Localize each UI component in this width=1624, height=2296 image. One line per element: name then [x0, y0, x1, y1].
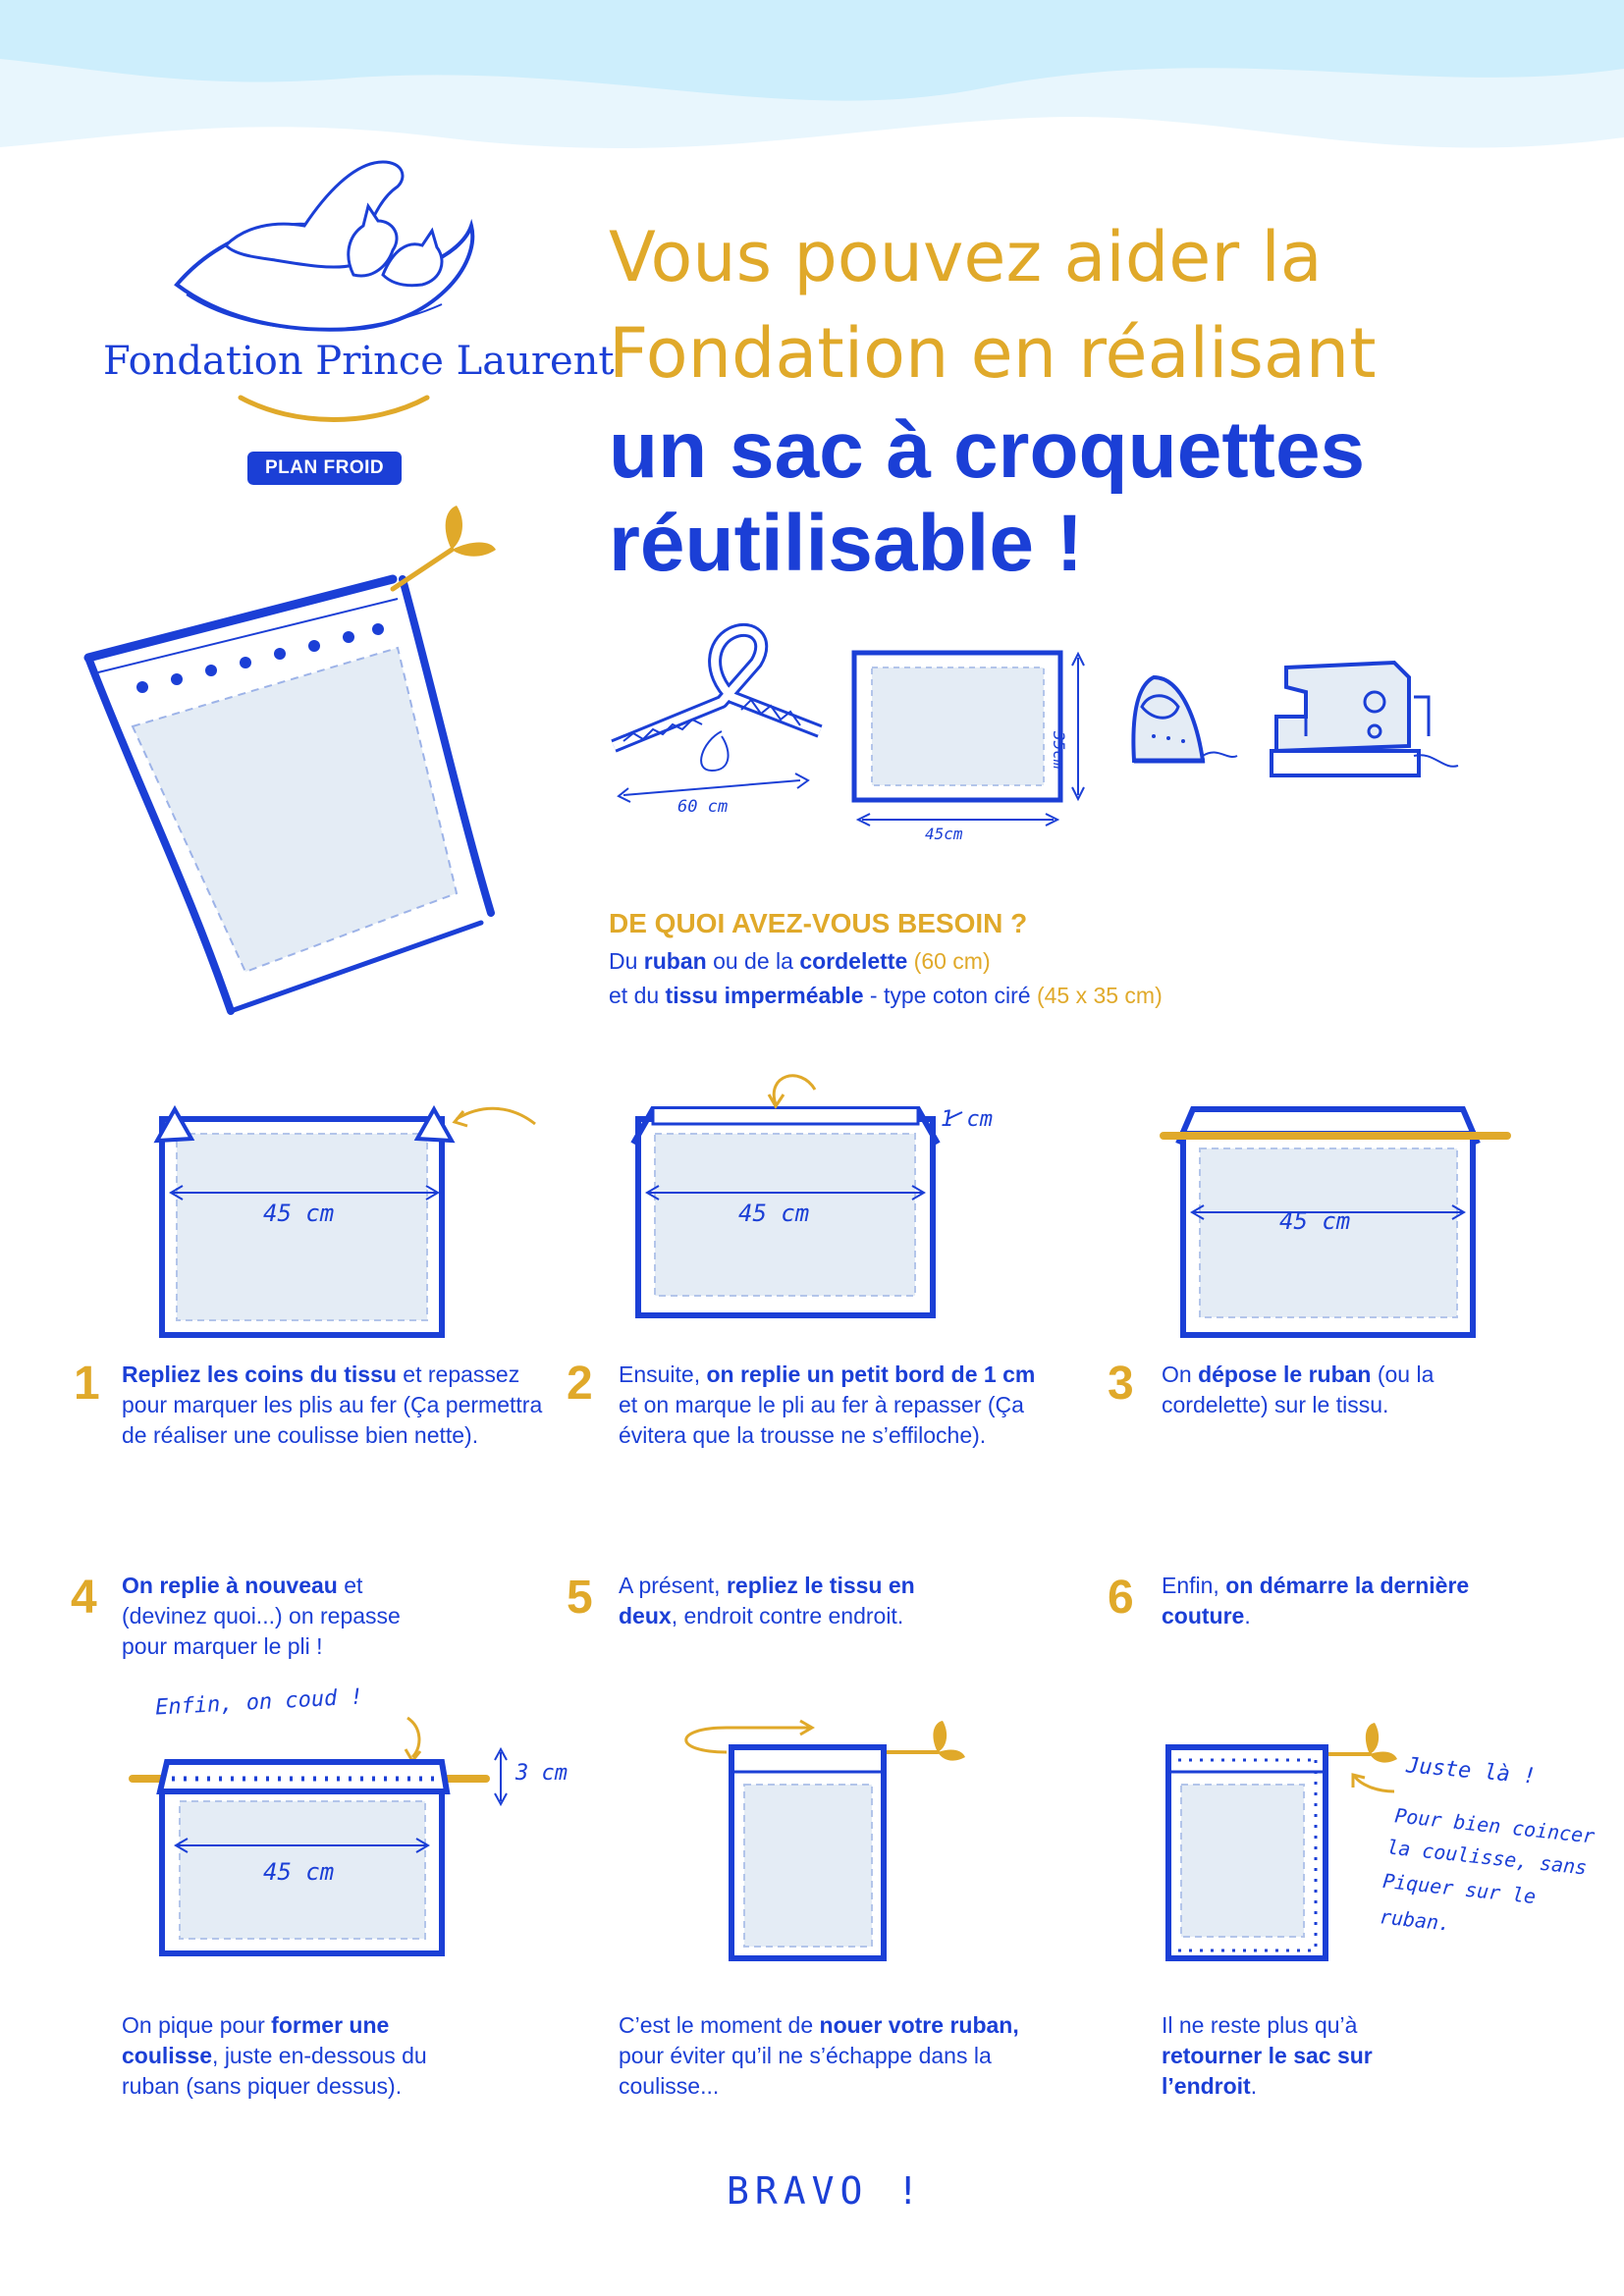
needs-ribbon-length: (60 cm) — [907, 948, 991, 974]
step-6-lead: Enfin, — [1162, 1573, 1226, 1598]
needs-text: - type coton ciré — [863, 983, 1037, 1008]
caption-step-4 — [122, 2010, 475, 2102]
step-2-fold-label: 1 cm — [941, 1107, 993, 1132]
needs-title: DE QUOI AVEZ-VOUS BESOIN ? — [609, 908, 1028, 938]
logo-name: Fondation Prince Laurent — [103, 339, 615, 384]
bravo-footer: BRAVO ! — [727, 2169, 926, 2213]
needs-fabric-size: (45 x 35 cm) — [1036, 983, 1163, 1008]
step-3-body: (ou la cordelette) sur le tissu. — [1162, 1362, 1435, 1417]
caption-4-lead: On pique pour — [122, 2012, 272, 2038]
step-1-bold: Repliez les coins du tissu — [122, 1362, 397, 1387]
headline-line-4: réutilisable ! — [609, 499, 1084, 588]
step-5-number: 5 — [567, 1572, 593, 1624]
step-5-body: , endroit contre endroit. — [671, 1603, 904, 1629]
caption-step-6 — [1162, 2010, 1417, 2102]
caption-6-bold: retourner le sac sur l’endroit — [1162, 2043, 1373, 2099]
step-2-text — [619, 1360, 1041, 1451]
finished-bag-illustration — [79, 491, 550, 1041]
caption-5-bold: nouer votre ruban, — [819, 2012, 1019, 2038]
caption-6-lead: Il ne reste plus qu’à — [1162, 2012, 1358, 2038]
step-1-text — [122, 1360, 544, 1451]
step-5-bold: repliez le tissu en deux — [619, 1573, 915, 1629]
step-6-bold: on démarre la dernière couture — [1162, 1573, 1470, 1629]
step-1-diagram — [157, 1090, 569, 1345]
iron-icon — [1124, 667, 1242, 785]
step-2-number: 2 — [567, 1358, 593, 1410]
step-4-fold-label: 3 cm — [515, 1761, 568, 1786]
step-6-text — [1162, 1571, 1476, 1631]
step-5-lead: A présent, — [619, 1573, 727, 1598]
step-5-text — [619, 1571, 943, 1631]
juste-la-label: Juste là ! — [1405, 1753, 1538, 1789]
logo-gold-arc — [236, 388, 432, 427]
step-3-lead: On — [1162, 1362, 1199, 1387]
step-2-width-label: 45 cm — [738, 1200, 810, 1227]
step-3-text — [1162, 1360, 1495, 1420]
needs-text: ou de la — [706, 948, 800, 974]
step-2-diagram — [633, 1065, 1046, 1320]
step-4-width-label: 45 cm — [263, 1858, 335, 1886]
step-2-body: et on marque le pli au fer à repasser (Ça évitera que la trousse ne s’effiloche). — [619, 1392, 1024, 1448]
sew-note: Enfin, on coud ! — [154, 1684, 364, 1721]
needs-line-1 — [609, 944, 991, 979]
step-2-lead: Ensuite, — [619, 1362, 707, 1387]
ribbon-length-label: 60 cm — [677, 797, 729, 817]
note-line-4: ruban. — [1378, 1904, 1452, 1936]
caption-5-body: pour éviter qu’il ne s’échappe dans la coulisse... — [619, 2043, 992, 2099]
step-4-body: et (devinez quoi...) on repasse pour marquer le pli ! — [122, 1573, 401, 1659]
sewing-machine-icon — [1267, 658, 1463, 785]
note-line-3: Piquer sur le — [1381, 1868, 1538, 1909]
caption-4-bold: former une coulisse — [122, 2012, 390, 2068]
ribbon-icon — [604, 623, 830, 771]
note-line-2: la coulisse, sans — [1385, 1835, 1589, 1880]
step-3-number: 3 — [1108, 1358, 1134, 1410]
step-3-diagram — [1159, 1090, 1551, 1345]
fabric-height-label: 35cm — [1050, 731, 1068, 770]
needs-line-2 — [609, 979, 1163, 1013]
step-1-body: et repassez pour marquer les plis au fer (Ça permettra de réaliser une coulisse bien nette). — [122, 1362, 543, 1448]
step-3-width-label: 45 cm — [1279, 1207, 1351, 1235]
step-1-width-label: 45 cm — [263, 1200, 335, 1227]
headline-line-3: un sac à croquettes — [609, 405, 1366, 495]
step-6-body: . — [1244, 1603, 1251, 1629]
caption-4-body: , juste en-dessous du ruban (sans piquer dessus). — [122, 2043, 427, 2099]
step-3-bold: dépose le ruban — [1198, 1362, 1372, 1387]
step-4-number: 4 — [71, 1572, 97, 1624]
needs-text: Du — [609, 948, 644, 974]
headline-line-2: Fondation en réalisant — [609, 313, 1377, 394]
headline-line-1: Vous pouvez aider la — [609, 217, 1323, 297]
foundation-logo-icon — [157, 137, 491, 334]
step-4-bold: On replie à nouveau — [122, 1573, 338, 1598]
step-4-diagram — [133, 1708, 584, 1963]
needs-fabric: tissu imperméable — [665, 983, 864, 1008]
plan-froid-badge: PLAN FROID — [247, 452, 402, 485]
note-line-1: Pour bien coincer — [1393, 1803, 1597, 1848]
fabric-width-label: 45cm — [925, 825, 963, 843]
caption-5-lead: C’est le moment de — [619, 2012, 820, 2038]
step-1-number: 1 — [74, 1358, 100, 1410]
step-4-text — [122, 1571, 436, 1662]
step-6-number: 6 — [1108, 1572, 1134, 1624]
needs-cord: cordelette — [799, 948, 908, 974]
caption-step-5 — [619, 2010, 1060, 2102]
needs-text: et du — [609, 983, 666, 1008]
caption-6-body: . — [1250, 2073, 1258, 2099]
step-5-diagram — [653, 1713, 967, 1968]
step-2-bold: on replie un petit bord de 1 cm — [706, 1362, 1036, 1387]
needs-ribbon: ruban — [643, 948, 707, 974]
